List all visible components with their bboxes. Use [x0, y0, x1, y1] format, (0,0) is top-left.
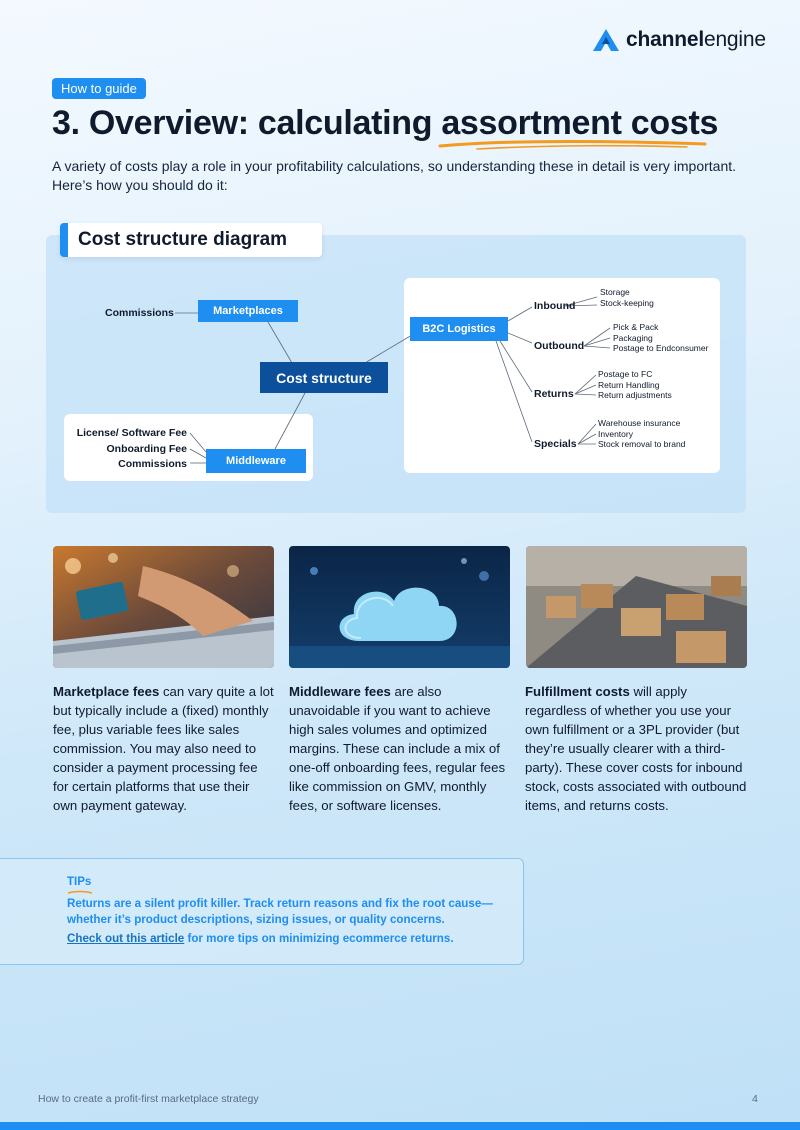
cost-structure-node: Cost structure: [260, 362, 388, 393]
tips-heading: TIPs: [67, 876, 92, 888]
inbound-label: Inbound: [534, 300, 576, 312]
specials-label: Specials: [534, 438, 577, 450]
tips-body: Returns are a silent profit killer. Track return reasons and fix the root cause—whether it’s product descriptions, sizing issues, or quality concerns.: [67, 897, 493, 926]
title-highlight: assortment costs: [441, 104, 718, 143]
marketplace-commissions-label: Commissions: [105, 307, 174, 319]
specials-details: Warehouse insurance Inventory Stock removal to brand: [598, 418, 686, 449]
diagram-title: Cost structure diagram: [60, 223, 322, 257]
bottom-accent-bar: [0, 1122, 800, 1130]
guide-tag: How to guide: [52, 78, 146, 99]
cloud-photo: [289, 546, 510, 668]
marketplace-fees-paragraph: Marketplace fees can vary quite a lot but typically include a (fixed) monthly fee, plus variable fees like sales commission. You may also need to consider a payment processing fee for certain platforms that use their own payment gateway.: [53, 684, 274, 813]
middleware-fees-paragraph: Middleware fees are also unavoidable if you want to achieve high sales volumes and optimized margins. These can include a mix of one-off onboarding fees, regular fees like commission on GMV, monthly fees, or software licenses.: [289, 684, 506, 813]
returns-label: Returns: [534, 388, 574, 400]
onboarding-fee-label: Onboarding Fee: [106, 443, 187, 455]
fulfillment-costs-paragraph: Fulfillment costs will apply regardless of whether you use your own fulfillment or a 3PL provider (but they’re usually clearer with a third-party). These cover costs for inbound stock, costs associated with outbound items, and returns costs.: [525, 684, 747, 813]
outbound-label: Outbound: [534, 340, 585, 352]
page-title: 3. Overview: calculating assortment costs: [52, 104, 718, 143]
intro-paragraph: A variety of costs play a role in your profitability calculations, so understanding these in detail is very important. Here’s how you should do it:: [52, 158, 737, 193]
license-fee-label: License/ Software Fee: [76, 427, 187, 439]
returns-details: Postage to FC Return Handling Return adjustments: [598, 369, 672, 400]
tips-link-line: Check out this article for more tips on minimizing ecommerce returns.: [67, 932, 454, 945]
page-number: 4: [752, 1093, 758, 1105]
brand-name: channelengine: [626, 28, 766, 51]
footer-title: How to create a profit-first marketplace strategy: [38, 1093, 259, 1105]
middleware-commissions-label: Commissions: [118, 458, 187, 470]
payment-photo: [53, 546, 274, 668]
article-link[interactable]: Check out this article: [67, 932, 185, 945]
tips-underline-icon: [67, 890, 93, 895]
warehouse-photo: [526, 546, 747, 668]
inbound-details: Storage Stock-keeping: [600, 287, 654, 308]
outbound-details: Pick & Pack Packaging Postage to Endconsumer: [613, 322, 709, 353]
middleware-node: Middleware: [206, 449, 306, 473]
b2c-logistics-node: B2C Logistics: [410, 317, 508, 341]
marketplaces-node: Marketplaces: [198, 300, 298, 322]
